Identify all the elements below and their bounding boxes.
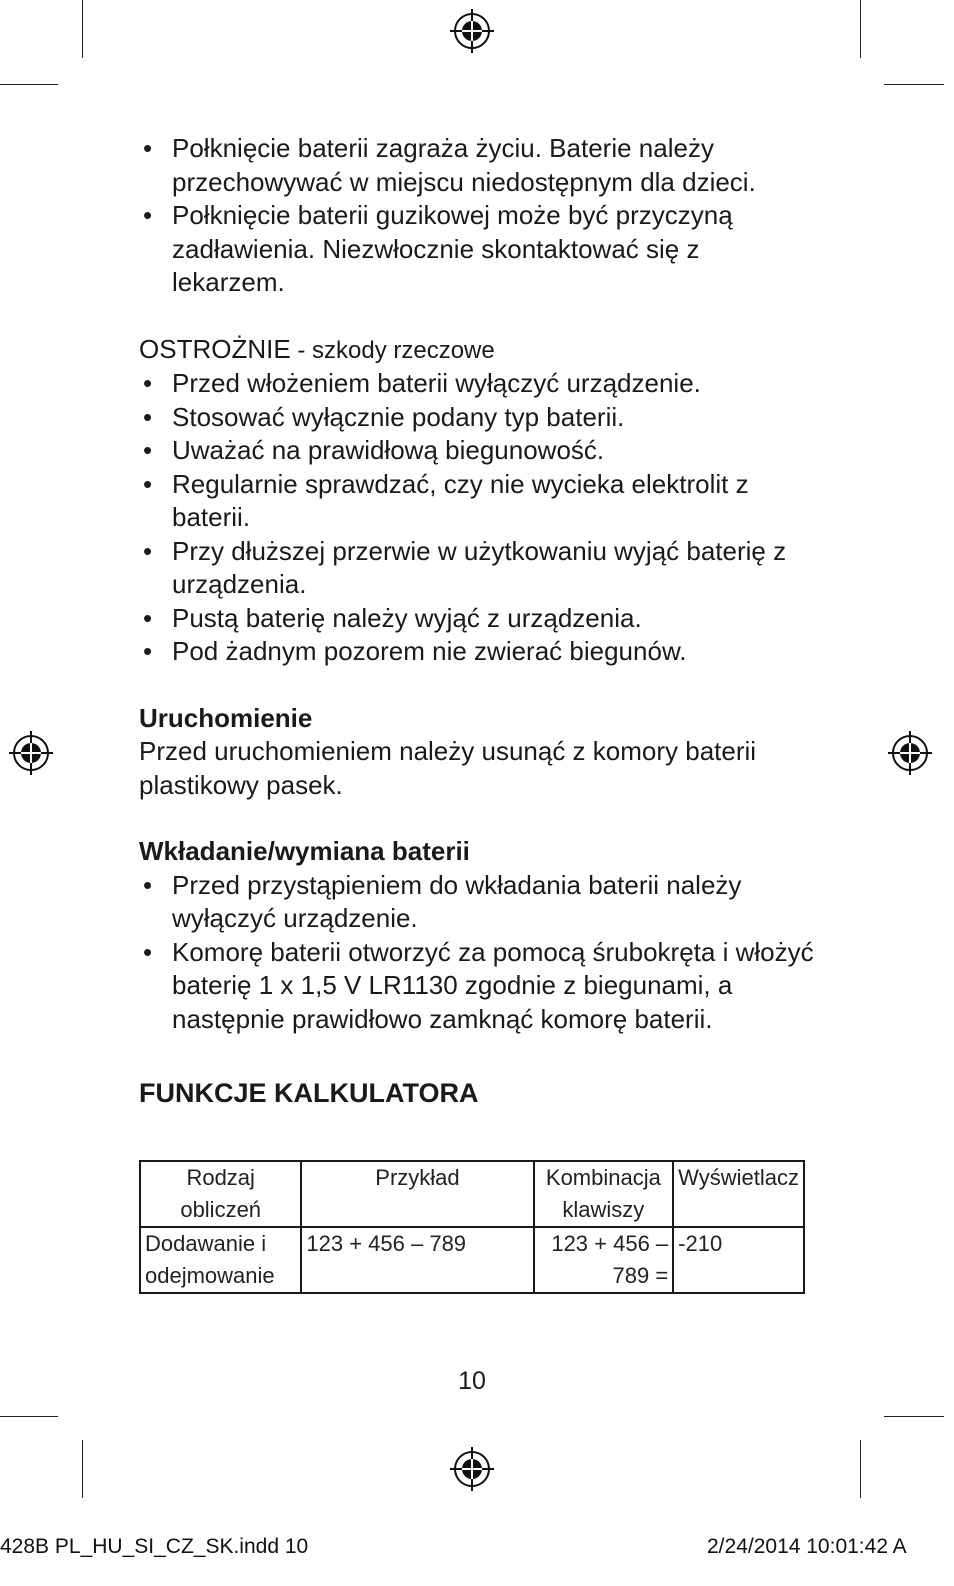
header-cell — [301, 1161, 533, 1227]
header-cell — [140, 1161, 301, 1227]
crop-mark — [82, 0, 83, 58]
list-item: • Przed przystąpieniem do wkładania baterii należy wyłączyć urządzenie. — [139, 869, 819, 936]
cell-text: 123 + 456 – — [551, 1231, 669, 1256]
cell-text: 123 + 456 – 789 — [306, 1231, 467, 1256]
table-header-row — [140, 1161, 804, 1227]
caution-label: OSTROŻNIE — [139, 333, 291, 364]
startup-text: Przed uruchomieniem należy usunąć z komory baterii plastikowy pasek. — [139, 736, 757, 800]
registration-mark-icon — [450, 1447, 494, 1491]
battery-heading: Wkładanie/wymiana baterii — [139, 836, 470, 866]
table-cell — [301, 1227, 533, 1293]
page-number: 10 — [458, 1367, 486, 1395]
table-row — [140, 1227, 804, 1293]
header-text: klawiszy — [562, 1197, 645, 1222]
warning-list — [139, 132, 819, 300]
crop-mark — [82, 1440, 83, 1498]
list-item: • Przy dłuższej przerwie w użytkowaniu wyjąć baterię z urządzenia. — [139, 535, 819, 602]
page-content — [139, 132, 819, 1110]
list-item: • Połknięcie baterii guzikowej może być przyczyną zadławienia. Niezwłocznie skontaktować się z lekarzem. — [139, 199, 819, 300]
header-cell — [534, 1161, 674, 1227]
list-item: • Pustą baterię należy wyjąć z urządzenia. — [139, 602, 819, 636]
list-item: • Połknięcie baterii zagraża życiu. Baterie należy przechowywać w miejscu niedostępnym dla dzieci. — [139, 132, 819, 199]
header-text: Rodzaj — [186, 1165, 255, 1190]
list-item: • Komorę baterii otworzyć za pomocą śrubokręta i włożyć baterię 1 x 1,5 V LR1130 zgodnie z biegunami, a następnie prawidłowo zamknąć komorę baterii. — [139, 936, 819, 1037]
list-item: • Stosować wyłącznie podany typ baterii. — [139, 401, 819, 435]
slug-filename: 428B PL_HU_SI_CZ_SK.indd 10 — [0, 1535, 309, 1558]
slug-datetime: 2/24/2014 10:01:42 A — [707, 1535, 907, 1558]
caution-list — [139, 367, 819, 669]
header-cell — [673, 1161, 804, 1227]
crop-mark — [0, 1416, 58, 1417]
list-item: • Przed włożeniem baterii wyłączyć urządzenie. — [139, 367, 819, 401]
registration-mark-icon — [450, 9, 494, 53]
section-title: FUNKCJE KALKULATORA — [139, 1078, 479, 1108]
registration-mark-icon — [888, 731, 932, 775]
table-cell — [534, 1227, 674, 1293]
caution-subtitle: - szkody rzeczowe — [290, 336, 495, 364]
startup-heading: Uruchomienie — [139, 702, 313, 733]
cell-text: Dodawanie i — [145, 1231, 267, 1256]
table-cell — [673, 1227, 804, 1293]
crop-mark — [860, 0, 861, 58]
header-text: obliczeń — [180, 1197, 262, 1222]
crop-mark — [0, 84, 58, 85]
crop-mark — [884, 84, 944, 85]
list-item: • Uważać na prawidłową biegunowość. — [139, 434, 819, 468]
header-text: Wyświetlacz — [678, 1165, 799, 1190]
table-cell — [140, 1227, 301, 1293]
cell-text: 789 = — [612, 1263, 669, 1288]
registration-mark-icon — [9, 731, 53, 775]
cell-text: -210 — [678, 1231, 723, 1256]
list-item: • Regularnie sprawdzać, czy nie wycieka elektrolit z baterii. — [139, 468, 819, 535]
crop-mark — [860, 1440, 861, 1498]
caution-heading — [139, 333, 819, 368]
cell-text: odejmowanie — [145, 1263, 275, 1288]
header-text: Przykład — [375, 1165, 460, 1190]
list-item: • Pod żadnym pozorem nie zwierać biegunów. — [139, 635, 819, 669]
battery-list — [139, 869, 819, 1037]
calculator-functions-table — [139, 1160, 805, 1294]
header-text: Kombinacja — [545, 1165, 661, 1190]
crop-mark — [884, 1416, 944, 1417]
